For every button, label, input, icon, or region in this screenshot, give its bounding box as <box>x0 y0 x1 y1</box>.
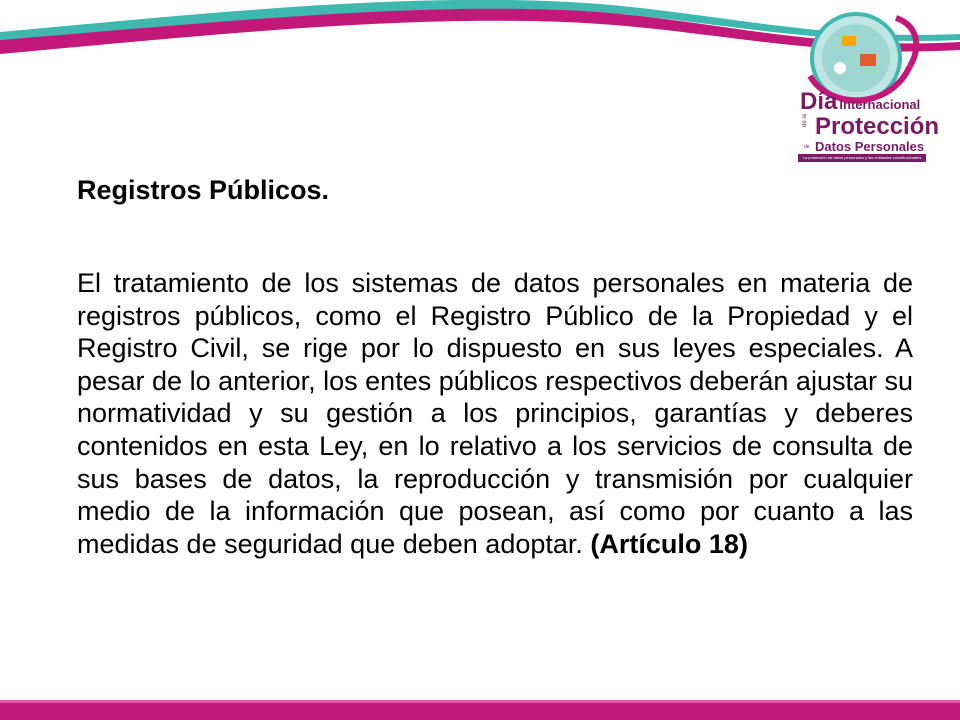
slide-body <box>77 267 913 560</box>
logo-title-line2: Protección <box>815 113 940 140</box>
logo-title-line1: Día Internacional <box>800 88 921 115</box>
logo-prefix-de-la: de la <box>802 114 808 128</box>
body-paragraph: El tratamiento de los sistemas de datos personales en materia de registros públicos, como el Registro Público de la Propiedad y el Registro Civil, se rige por lo dispuesto en sus leyes especiales. A pesar de lo anterior, los entes públicos respectivos deberán ajustar su normatividad y su gestión a los principios, garantías y deberes contenidos en esta Ley, en lo relativo a los servicios de consulta de sus bases de datos, la reproducción y transmisión por cualquier medio de la información que posean, así como por cuanto a las medidas de seguridad que deben adoptar. <box>77 268 913 559</box>
logo-title-line3: Datos Personales <box>815 139 925 154</box>
logo-prefix-de: de <box>804 144 810 150</box>
article-reference: (Artículo 18) <box>590 528 748 559</box>
bottom-decorative-bar <box>0 700 960 720</box>
slide-title: Registros Públicos. <box>77 175 330 205</box>
logo-caption-strip: La protección de datos personales y las entidades constitucionales <box>798 154 926 162</box>
